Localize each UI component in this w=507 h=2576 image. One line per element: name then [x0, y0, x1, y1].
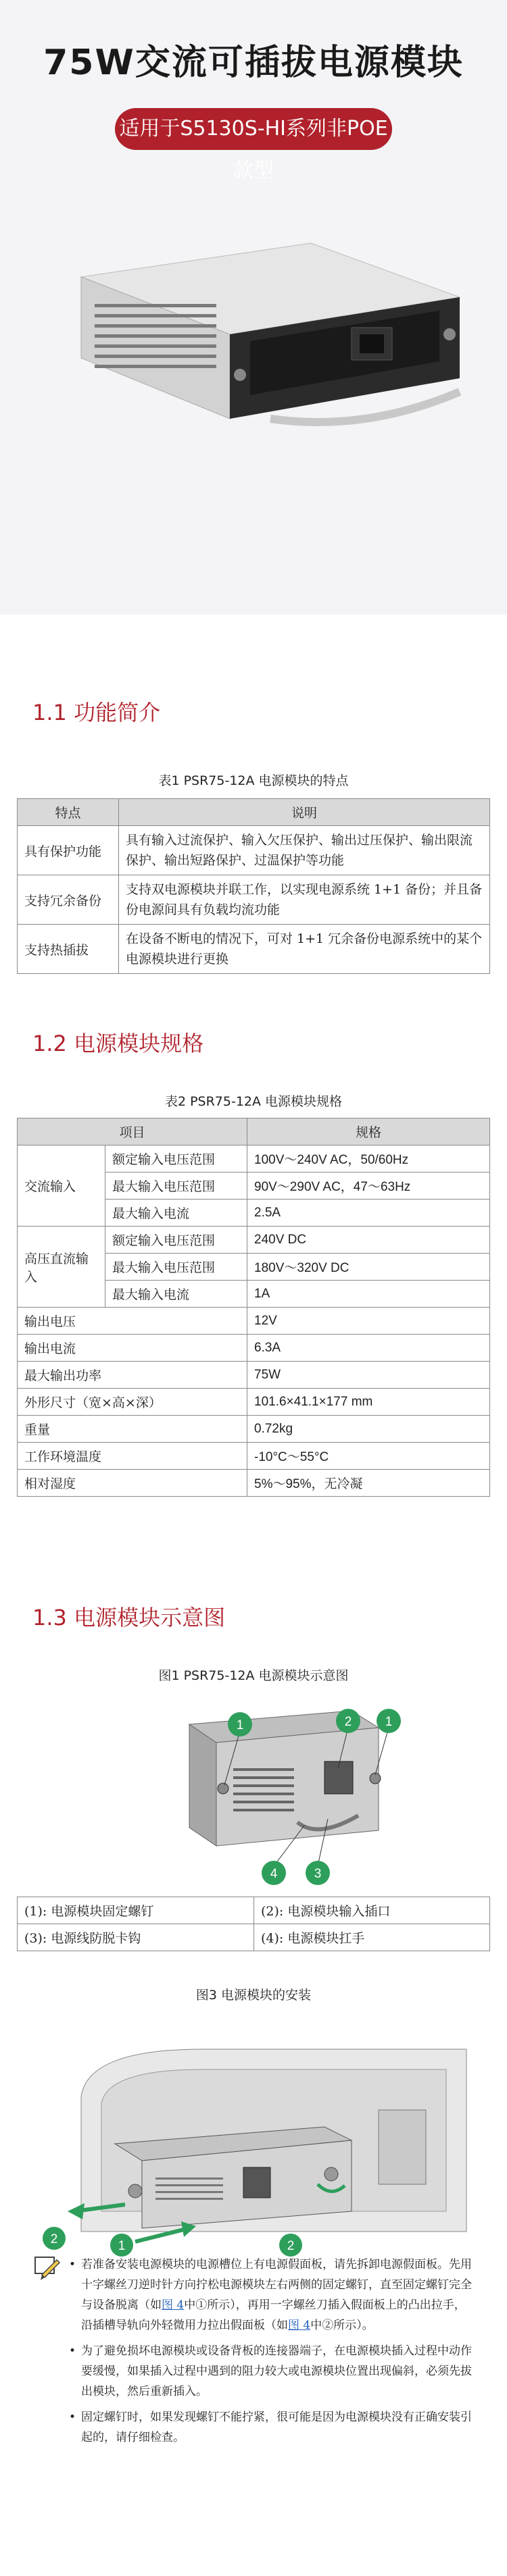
hero-banner: [0, 0, 507, 615]
item-cell: 额定输入电压范围: [105, 1227, 247, 1254]
note-text: 中①所示），再用一字螺丝刀插入假面板上的凸出拉手，沿插槽导轨向外轻微用力拉出假面板（如: [81, 2298, 466, 2332]
table-row: [18, 1362, 490, 1389]
header-cell: 项目: [18, 1118, 247, 1145]
spec-cell: 2.5A: [247, 1200, 490, 1227]
table-row: [18, 1308, 490, 1335]
note-item: • 为了避免损坏电源模块或设备背板的连接器端子，在电源模块插入过程中动作要缓慢，如果插入过程中遇到的阻力较大或电源模块位置出现偏斜，必须先拔出模块，然后重新插入。: [34, 2341, 473, 2402]
spec-cell: 240V DC: [247, 1227, 490, 1254]
item-cell: 最大输入电流: [105, 1281, 247, 1308]
marker-1-right: [377, 1709, 401, 1733]
figure-caption: 图3 电源模块的安装: [195, 1988, 312, 2003]
spec-cell: 6.3A: [247, 1335, 490, 1362]
svg-text:1: 1: [385, 1715, 393, 1729]
note-text: 中②所示）。: [310, 2319, 374, 2332]
note-item: [34, 2255, 473, 2336]
legend-cell: (4): 电源模块扛手: [254, 1924, 490, 1951]
feature-cell: 支持冗余备份: [18, 875, 119, 925]
note-item: • 固定螺钉时，如果发现螺钉不能拧紧，很可能是因为电源模块没有正确安装引起的，请仔细检查。: [34, 2407, 473, 2448]
legend-cell: (3): 电源线防脱卡钩: [18, 1924, 254, 1951]
svg-text:2: 2: [344, 1715, 352, 1729]
section-diagram: [0, 1601, 507, 2265]
desc-cell: 具有输入过流保护、输入欠压保护、输出过压保护、输出限流保护、输出短路保护、过温保护等功能: [119, 826, 490, 875]
table-row: [18, 1443, 490, 1470]
marker-4: [262, 1861, 286, 1885]
header-cell: 说明: [119, 799, 490, 826]
install-marker-2-right: [279, 2234, 302, 2257]
page-title: 75W交流可插拔电源模块: [43, 43, 464, 83]
header-cell: 规格: [247, 1118, 490, 1145]
item-cell: 相对湿度: [18, 1470, 247, 1497]
marker-1: [228, 1712, 252, 1736]
marker-2: [336, 1709, 360, 1733]
svg-text:2: 2: [50, 2232, 58, 2246]
module-diagram: [0, 1687, 507, 1890]
table-row: [18, 875, 490, 925]
header-cell: 特点: [18, 799, 119, 826]
spec-cell: 100V～240V AC，50/60Hz: [247, 1145, 490, 1173]
item-cell: 最大输入电流: [105, 1200, 247, 1227]
legend-cell: (1): 电源模块固定螺钉: [18, 1897, 254, 1924]
marker-3: [306, 1861, 330, 1885]
table-caption: 表1 PSR75-12A 电源模块的特点: [158, 773, 349, 788]
svg-text:3: 3: [314, 1867, 322, 1881]
section-title: 1.1 功能简介: [32, 700, 161, 725]
table-header-row: [18, 1118, 490, 1145]
item-cell: 最大输入电压范围: [105, 1173, 247, 1200]
table-row: [18, 925, 490, 974]
item-cell: 最大输入电压范围: [105, 1254, 247, 1281]
specs-table: [17, 1118, 490, 1497]
table-row: [18, 1227, 490, 1254]
table-row: [18, 1335, 490, 1362]
table-caption: 表2 PSR75-12A 电源模块规格: [164, 1094, 343, 1109]
table-row: [18, 1470, 490, 1497]
section-title: 1.3 电源模块示意图: [32, 1605, 226, 1630]
spec-cell: 1A: [247, 1281, 490, 1308]
legend-cell: (2): 电源模块输入插口: [254, 1897, 490, 1924]
item-cell: 外形尺寸（宽×高×深）: [18, 1389, 247, 1416]
spec-cell: 0.72kg: [247, 1416, 490, 1443]
table-header-row: [18, 799, 490, 826]
install-diagram: [0, 2009, 507, 2265]
svg-text:4: 4: [270, 1867, 278, 1881]
spec-cell: 12V: [247, 1308, 490, 1335]
install-marker-1: [110, 2234, 133, 2257]
svg-text:2: 2: [287, 2239, 295, 2253]
section-specs: [0, 1027, 507, 1497]
section-title: 1.2 电源模块规格: [32, 1031, 204, 1056]
legend-row: [18, 1897, 490, 1924]
item-cell: 额定输入电压范围: [105, 1145, 247, 1173]
item-cell: 最大输出功率: [18, 1362, 247, 1389]
spec-cell: 101.6×41.1×177 mm: [247, 1389, 490, 1416]
spec-cell: 75W: [247, 1362, 490, 1389]
svg-text:1: 1: [118, 2239, 126, 2253]
group-cell: 高压直流输入: [18, 1227, 105, 1308]
item-cell: 重量: [18, 1416, 247, 1443]
power-module-photo: [27, 216, 480, 486]
features-table: [17, 798, 490, 974]
item-cell: 输出电压: [18, 1308, 247, 1335]
section-function: [0, 696, 507, 974]
legend-row: [18, 1924, 490, 1951]
item-cell: 工作环境温度: [18, 1443, 247, 1470]
group-cell: 交流输入: [18, 1145, 105, 1227]
spec-cell: 180V～320V DC: [247, 1254, 490, 1281]
table-row: [18, 1416, 490, 1443]
svg-text:1: 1: [236, 1718, 244, 1732]
installation-notes: [34, 2255, 473, 2453]
install-marker-2-left: [43, 2227, 66, 2250]
table-row: [18, 1145, 490, 1173]
table-row: [18, 1389, 490, 1416]
feature-cell: 支持热插拔: [18, 925, 119, 974]
spec-cell: 90V～290V AC，47～63Hz: [247, 1173, 490, 1200]
note-text: 若准备安装电源模块的电源槽位上有电源假面板，请先拆卸电源假面板。先用十字螺丝刀逆时针方向拧松电源模块左右两侧的固定螺钉，直至固定螺钉完全与设备脱离（如: [81, 2258, 472, 2312]
diagram-legend: [17, 1897, 490, 1951]
feature-cell: 具有保护功能: [18, 826, 119, 875]
spec-cell: 5%～95%，无冷凝: [247, 1470, 490, 1497]
desc-cell: 支持双电源模块并联工作，以实现电源系统 1+1 备份；并且备份电源间具有负载均流功能: [119, 875, 490, 925]
model-badge: 适用于S5130S-HI系列非POE款型: [115, 108, 392, 150]
figure-link[interactable]: 图 4: [288, 2319, 311, 2332]
spec-cell: -10°C～55°C: [247, 1443, 490, 1470]
figure-caption: 图1 PSR75-12A 电源模块示意图: [158, 1668, 349, 1683]
item-cell: 输出电流: [18, 1335, 247, 1362]
figure-link[interactable]: 图 4: [162, 2298, 185, 2312]
table-row: [18, 826, 490, 875]
desc-cell: 在设备不断电的情况下，可对 1+1 冗余备份电源系统中的某个电源模块进行更换: [119, 925, 490, 974]
